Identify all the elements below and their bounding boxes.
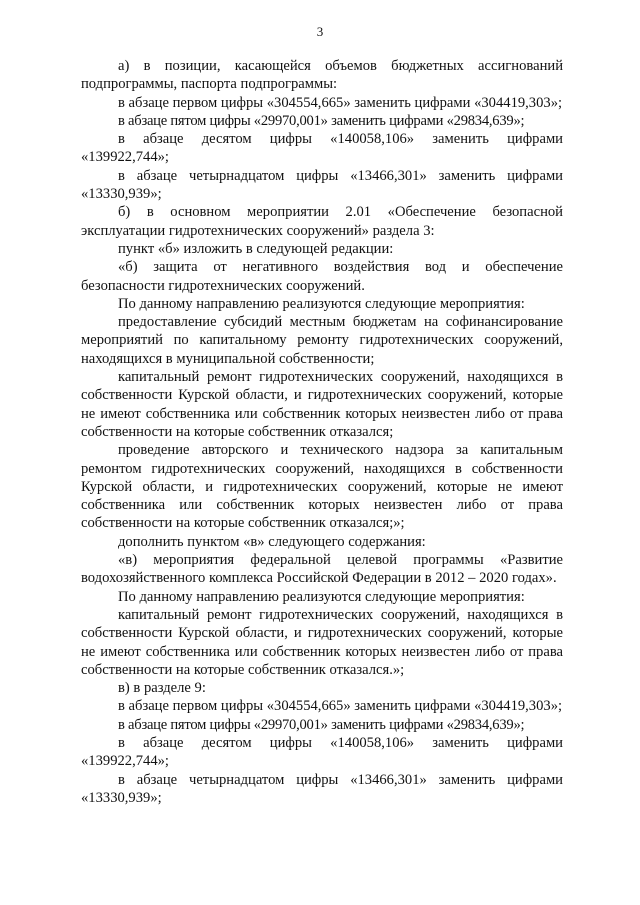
paragraph: предоставление субсидий местным бюджетам на софинансирование мероприятий по капитальному ремонту гидротехнических сооружений, находящихся в муниципальной собственности;	[81, 314, 563, 367]
paragraph: в абзаце пятом цифры «29970,001» заменить цифрами «29834,639»;	[118, 716, 525, 733]
document-body	[81, 57, 563, 807]
paragraph: По данному направлению реализуются следующие мероприятия:	[118, 295, 525, 312]
paragraph: «б) защита от негативного воздействия вод и обеспечение безопасности гидротехнических сооружений.	[81, 259, 563, 294]
paragraph: в абзаце десятом цифры «140058,106» заменить цифрами «139922,744»;	[81, 131, 563, 166]
page-number: 3	[316, 24, 324, 39]
paragraph: в абзаце первом цифры «304554,665» заменить цифрами «304419,303»;	[118, 94, 563, 111]
paragraph: капитальный ремонт гидротехнических сооружений, находящихся в собственности Курской области, и гидротехнических сооружений, которые не имеют собственника или собственник которых неизвестен либо от права собственности на которые собственник отказался.»;	[81, 606, 563, 678]
paragraph: капитальный ремонт гидротехнических сооружений, находящихся в собственности Курской области, и гидротехнических сооружений, которые не имеют собственника или собственник которых неизвестен либо от права собственности на которые собственник отказался;	[81, 369, 563, 440]
paragraph: в абзаце четырнадцатом цифры «13466,301» заменить цифрами «13330,939»;	[81, 167, 563, 203]
paragraph: пункт «б» изложить в следующей редакции:	[118, 240, 394, 257]
paragraph: в абзаце первом цифры «304554,665» заменить цифрами «304419,303»;	[118, 698, 563, 715]
paragraph: проведение авторского и технического надзора за капитальным ремонтом гидротехнических сооружений, находящихся в собственности Курской области, и гидротехнических сооружений, которые не имеют собственника или собственник которых неизвестен либо от права собственности на которые собственник отказался;»;	[81, 442, 563, 532]
paragraph: «в) мероприятия федеральной целевой программы «Развитие водохозяйственного комплекса Российской Федерации в 2012 – 2020 годах».	[81, 552, 563, 587]
paragraph: а) в позиции, касающейся объемов бюджетных ассигнований подпрограммы, паспорта подпрограммы:	[81, 58, 563, 93]
paragraph: По данному направлению реализуются следующие мероприятия:	[118, 588, 525, 605]
paragraph: в) в разделе 9:	[118, 680, 206, 697]
paragraph: в абзаце четырнадцатом цифры «13466,301» заменить цифрами «13330,939»;	[81, 771, 563, 806]
paragraph: в абзаце десятом цифры «140058,106» заменить цифрами «139922,744»;	[81, 734, 563, 770]
paragraph: б) в основном мероприятии 2.01 «Обеспечение безопасной эксплуатации гидротехнических сооружений» раздела 3:	[81, 204, 563, 239]
paragraph: в абзаце пятом цифры «29970,001» заменить цифрами «29834,639»;	[118, 112, 525, 129]
paragraph: дополнить пунктом «в» следующего содержания:	[118, 533, 426, 550]
